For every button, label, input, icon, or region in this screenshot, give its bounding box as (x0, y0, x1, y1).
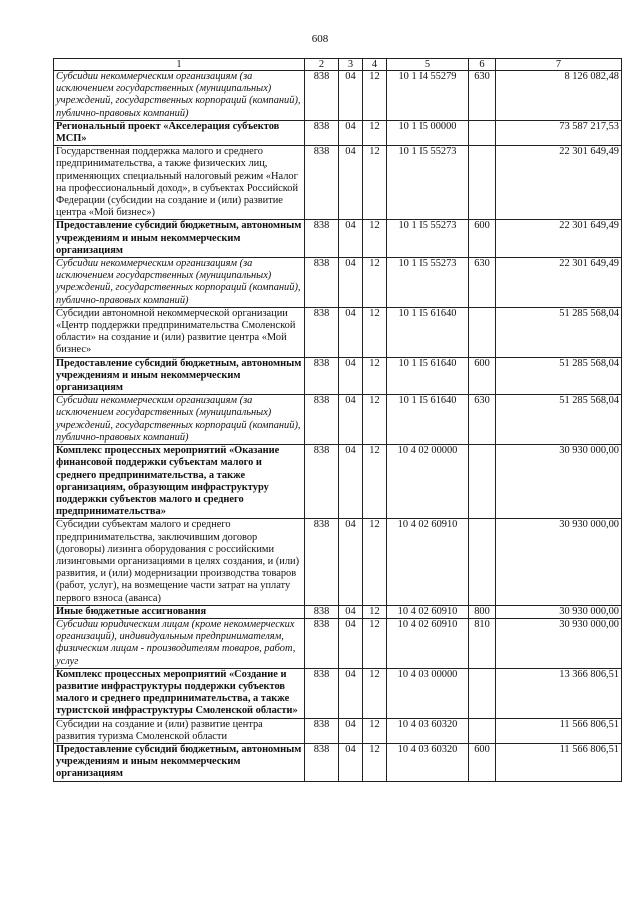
expense-type-cell: 630 (469, 395, 496, 445)
header-col-5: 5 (387, 59, 469, 71)
ministry-code-cell: 838 (305, 519, 339, 605)
subsection-code-cell: 12 (363, 718, 387, 743)
item-name-cell: Предоставление субсидий бюджетным, автономным учреждениям и иным некоммерческим организациям (54, 220, 305, 258)
target-article-cell: 10 4 02 60910 (387, 618, 469, 668)
subsection-code-cell: 12 (363, 220, 387, 258)
section-code-cell: 04 (339, 220, 363, 258)
ministry-code-cell: 838 (305, 743, 339, 781)
target-article-cell: 10 4 03 60320 (387, 718, 469, 743)
item-name-cell: Субсидии на создание и (или) развитие центра развития туризма Смоленской области (54, 718, 305, 743)
ministry-code-cell: 838 (305, 258, 339, 308)
target-article-cell: 10 4 02 60910 (387, 519, 469, 605)
target-article-cell: 10 1 I5 55273 (387, 146, 469, 220)
table-row (54, 618, 622, 668)
ministry-code-cell: 838 (305, 120, 339, 145)
subsection-code-cell: 12 (363, 605, 387, 618)
expense-type-cell: 630 (469, 71, 496, 121)
item-name-cell: Субсидии юридическим лицам (кроме некоммерческих организаций), индивидуальным предпринимателям, физическим лицам - производителям товаров, работ, услуг (54, 618, 305, 668)
amount-cell: 22 301 649,49 (496, 220, 622, 258)
ministry-code-cell: 838 (305, 395, 339, 445)
section-code-cell: 04 (339, 307, 363, 357)
item-name-cell: Субсидии субъектам малого и среднего предпринимательства, заключившим договор (договоры) лизинга оборудования с российскими лизинговыми организациями в целях создания, и (или) развития, и (или) модернизации производства товаров (работ, услуг), на возмещение части затрат на уплату первого взноса (аванса) (54, 519, 305, 605)
table-row (54, 258, 622, 308)
expense-type-cell (469, 307, 496, 357)
subsection-code-cell: 12 (363, 120, 387, 145)
ministry-code-cell: 838 (305, 146, 339, 220)
subsection-code-cell: 12 (363, 71, 387, 121)
section-code-cell: 04 (339, 618, 363, 668)
expense-type-cell: 600 (469, 357, 496, 395)
item-name-cell: Комплекс процессных мероприятий «Оказание финансовой поддержки субъектам малого и среднего предпринимательства, а также организациям, образующим инфраструктуру поддержки субъектов малого и среднего предпринимательства» (54, 445, 305, 519)
target-article-cell: 10 4 02 60910 (387, 605, 469, 618)
section-code-cell: 04 (339, 258, 363, 308)
subsection-code-cell: 12 (363, 668, 387, 718)
item-name-cell: Государственная поддержка малого и среднего предпринимательства, а также физических лиц, применяющих специальный налоговый режим «Налог на профессиональный доход», в субъектах Российской Федерации (субсидии на создание и (или) развитие центра «Мой бизнес») (54, 146, 305, 220)
target-article-cell: 10 4 03 00000 (387, 668, 469, 718)
header-col-2: 2 (305, 59, 339, 71)
table-row (54, 307, 622, 357)
target-article-cell: 10 1 I5 55273 (387, 220, 469, 258)
amount-cell: 11 566 806,51 (496, 718, 622, 743)
header-col-1: 1 (54, 59, 305, 71)
section-code-cell: 04 (339, 605, 363, 618)
table-row (54, 519, 622, 605)
target-article-cell: 10 4 02 00000 (387, 445, 469, 519)
section-code-cell: 04 (339, 743, 363, 781)
table-row (54, 668, 622, 718)
subsection-code-cell: 12 (363, 258, 387, 308)
amount-cell: 22 301 649,49 (496, 258, 622, 308)
subsection-code-cell: 12 (363, 395, 387, 445)
budget-table (53, 58, 622, 782)
expense-type-cell (469, 519, 496, 605)
section-code-cell: 04 (339, 146, 363, 220)
target-article-cell: 10 1 I5 00000 (387, 120, 469, 145)
table-row (54, 718, 622, 743)
amount-cell: 51 285 568,04 (496, 307, 622, 357)
table-row (54, 220, 622, 258)
header-row (54, 59, 622, 71)
amount-cell: 73 587 217,53 (496, 120, 622, 145)
section-code-cell: 04 (339, 668, 363, 718)
section-code-cell: 04 (339, 120, 363, 145)
item-name-cell: Субсидии некоммерческим организациям (за исключением государственных (муниципальных) учреждений, государственных корпораций (компаний), публично-правовых компаний) (54, 71, 305, 121)
table-row (54, 605, 622, 618)
ministry-code-cell: 838 (305, 718, 339, 743)
expense-type-cell: 810 (469, 618, 496, 668)
item-name-cell: Субсидии некоммерческим организациям (за исключением государственных (муниципальных) учреждений, государственных корпораций (компаний), публично-правовых компаний) (54, 395, 305, 445)
amount-cell: 30 930 000,00 (496, 445, 622, 519)
amount-cell: 51 285 568,04 (496, 395, 622, 445)
item-name-cell: Субсидии некоммерческим организациям (за исключением государственных (муниципальных) учреждений, государственных корпораций (компаний), публично-правовых компаний) (54, 258, 305, 308)
amount-cell: 51 285 568,04 (496, 357, 622, 395)
target-article-cell: 10 1 I5 61640 (387, 307, 469, 357)
amount-cell: 11 566 806,51 (496, 743, 622, 781)
subsection-code-cell: 12 (363, 307, 387, 357)
section-code-cell: 04 (339, 395, 363, 445)
expense-type-cell (469, 146, 496, 220)
header-col-3: 3 (339, 59, 363, 71)
ministry-code-cell: 838 (305, 668, 339, 718)
expense-type-cell (469, 445, 496, 519)
subsection-code-cell: 12 (363, 519, 387, 605)
subsection-code-cell: 12 (363, 445, 387, 519)
expense-type-cell: 600 (469, 743, 496, 781)
table-row (54, 120, 622, 145)
item-name-cell: Иные бюджетные ассигнования (54, 605, 305, 618)
expense-type-cell (469, 718, 496, 743)
subsection-code-cell: 12 (363, 743, 387, 781)
table-row (54, 71, 622, 121)
header-col-4: 4 (363, 59, 387, 71)
expense-type-cell: 630 (469, 258, 496, 308)
ministry-code-cell: 838 (305, 605, 339, 618)
ministry-code-cell: 838 (305, 618, 339, 668)
page-number: 608 (311, 33, 329, 45)
target-article-cell: 10 1 I5 55273 (387, 258, 469, 308)
section-code-cell: 04 (339, 357, 363, 395)
ministry-code-cell: 838 (305, 307, 339, 357)
expense-type-cell: 800 (469, 605, 496, 618)
target-article-cell: 10 4 03 60320 (387, 743, 469, 781)
amount-cell: 8 126 082,48 (496, 71, 622, 121)
amount-cell: 30 930 000,00 (496, 605, 622, 618)
item-name-cell: Предоставление субсидий бюджетным, автономным учреждениям и иным некоммерческим организациям (54, 743, 305, 781)
subsection-code-cell: 12 (363, 618, 387, 668)
expense-type-cell (469, 668, 496, 718)
item-name-cell: Региональный проект «Акселерация субъектов МСП» (54, 120, 305, 145)
section-code-cell: 04 (339, 71, 363, 121)
table-body (54, 71, 622, 782)
ministry-code-cell: 838 (305, 357, 339, 395)
subsection-code-cell: 12 (363, 146, 387, 220)
expense-type-cell: 600 (469, 220, 496, 258)
section-code-cell: 04 (339, 519, 363, 605)
item-name-cell: Субсидии автономной некоммерческой организации «Центр поддержки предпринимательства Смоленской области» на создание и (или) развитие центра «Мой бизнес» (54, 307, 305, 357)
ministry-code-cell: 838 (305, 445, 339, 519)
ministry-code-cell: 838 (305, 71, 339, 121)
section-code-cell: 04 (339, 445, 363, 519)
amount-cell: 30 930 000,00 (496, 618, 622, 668)
target-article-cell: 10 1 I4 55279 (387, 71, 469, 121)
item-name-cell: Комплекс процессных мероприятий «Создание и развитие инфраструктуры поддержки субъектов малого и среднего предпринимательства, а также туристской инфраструктуры Смоленской области» (54, 668, 305, 718)
header-col-6: 6 (469, 59, 496, 71)
header-col-7: 7 (496, 59, 622, 71)
item-name-cell: Предоставление субсидий бюджетным, автономным учреждениям и иным некоммерческим организациям (54, 357, 305, 395)
table-row (54, 743, 622, 781)
target-article-cell: 10 1 I5 61640 (387, 357, 469, 395)
target-article-cell: 10 1 I5 61640 (387, 395, 469, 445)
amount-cell: 13 366 806,51 (496, 668, 622, 718)
ministry-code-cell: 838 (305, 220, 339, 258)
table-row (54, 445, 622, 519)
table-row (54, 395, 622, 445)
amount-cell: 22 301 649,49 (496, 146, 622, 220)
table-row (54, 146, 622, 220)
table-row (54, 357, 622, 395)
subsection-code-cell: 12 (363, 357, 387, 395)
amount-cell: 30 930 000,00 (496, 519, 622, 605)
section-code-cell: 04 (339, 718, 363, 743)
expense-type-cell (469, 120, 496, 145)
